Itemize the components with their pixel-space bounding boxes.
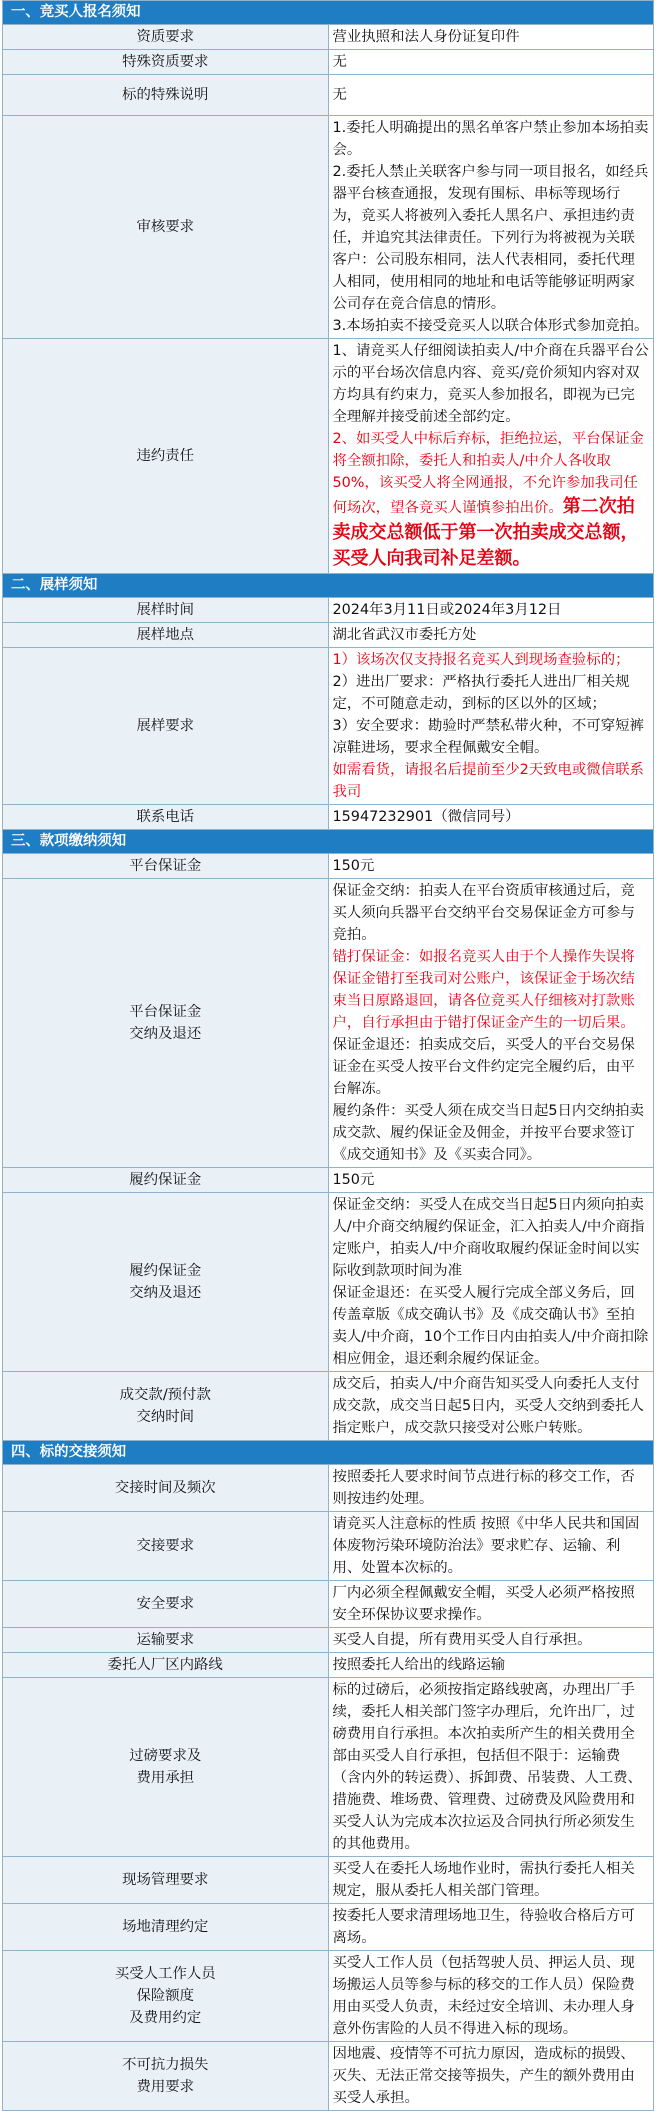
- audit-requirement-value: [328, 116, 654, 339]
- transport-requirement-label: 运输要求: [3, 1628, 329, 1653]
- lot-special-note-label: 标的特殊说明: [3, 75, 329, 116]
- qualification-value: 营业执照和法人身份证复印件: [328, 25, 654, 50]
- audit-line: 3.本场拍卖不接受竞买人以联合体形式参加竞拍。: [332, 318, 649, 334]
- site-management-label: 现场管理要求: [3, 1857, 329, 1904]
- section-header-registration: 一、竞买人报名须知: [3, 1, 654, 25]
- section-header-payment: 三、款项缴纳须知: [3, 830, 654, 854]
- weighing-cost-label-line: 费用承担: [136, 1770, 195, 1786]
- qualification-label: 资质要求: [3, 25, 329, 50]
- performance-deposit-value: 150元: [328, 1168, 654, 1193]
- performance-deposit-label: 履约保证金: [3, 1168, 329, 1193]
- force-majeure-label-line: 费用要求: [136, 2079, 195, 2095]
- viewing-place-value: 湖北省武汉市委托方处: [328, 623, 654, 648]
- payment-time-label-line: 交纳时间: [136, 1409, 195, 1425]
- platform-deposit-refund-label-line: 平台保证金: [129, 1004, 202, 1020]
- breach-shortfall-text: 第二次拍卖成交总额低于第一次拍卖成交总额，买受人向我司补足差额。: [332, 496, 639, 569]
- weighing-cost-value: 标的过磅后，必须按指定路线驶离，办理出厂手续，委托人相关部门签字办理后，允许出厂，过磅费用自行承担。本次拍卖所产生的相关费用全部由买受人自行承担，包括但不限于：运输费（含内外的转运费）、拆卸费、吊装费、人工费、措施费、堆场费、管理费、过磅费及风险费用和买受人认为完成本次拉运及合同执行所必须发生的其他费用。: [328, 1678, 654, 1857]
- section-header-viewing: 二、展样须知: [3, 574, 654, 598]
- force-majeure-value: 因地震、疫情等不可抗力原因，造成标的损毁、灭失、无法正常交接等损失，产生的额外费用由买受人承担。: [328, 2042, 654, 2111]
- site-management-value: 买受人在委托人场地作业时，需执行委托人相关规定，服从委托人相关部门管理。: [328, 1857, 654, 1904]
- contact-phone-value: 15947232901（微信同号）: [328, 805, 654, 830]
- insurance-label: [3, 1951, 329, 2042]
- insurance-label-line: 买受人工作人员: [114, 1966, 216, 1982]
- platform-deposit-refund-label: [3, 879, 329, 1168]
- viewing-req-1: 1）该场次仅支持报名竞买人到现场查验标的；: [332, 652, 630, 668]
- insurance-label-line: 及费用约定: [129, 2010, 202, 2026]
- safety-requirement-value: 厂内必须全程佩戴安全帽，买受人必须严格按照安全环保协议要求操作。: [328, 1581, 654, 1628]
- audit-line: 1.委托人明确提出的黑名单客户禁止参加本场拍卖会。: [332, 120, 649, 158]
- breach-liability-label: 违约责任: [3, 339, 329, 574]
- payment-time-label-line: 成交款/预付款: [119, 1387, 211, 1403]
- handover-time-value: 按照委托人要求时间节点进行标的移交工作，否则按违约处理。: [328, 1465, 654, 1512]
- performance-deposit-refund-value: [328, 1193, 654, 1372]
- lot-special-note-value: 无: [328, 75, 654, 116]
- breach-liability-value: [328, 339, 654, 574]
- plant-route-value: 按照委托人给出的线路运输: [328, 1653, 654, 1678]
- force-majeure-label: [3, 2042, 329, 2111]
- handover-requirement-value: 请竞买人注意标的性质 按照《中华人民共和国固体废物污染环境防治法》要求贮存、运输、利用、处置本次标的。: [328, 1512, 654, 1581]
- contact-phone-label: 联系电话: [3, 805, 329, 830]
- deposit-payment-paragraph: 保证金交纳：拍卖人在平台资质审核通过后，竞买人须向兵器平台交纳平台交易保证金方可参与竞拍。: [332, 883, 635, 943]
- plant-route-label: 委托人厂区内路线: [3, 1653, 329, 1678]
- viewing-time-value: 2024年3月11日或2024年3月12日: [328, 598, 654, 623]
- platform-deposit-refund-value: [328, 879, 654, 1168]
- viewing-req-4: 如需看货，请报名后提前至少2天致电或微信联系我司: [332, 762, 644, 800]
- special-qualification-value: 无: [328, 50, 654, 75]
- viewing-time-label: 展样时间: [3, 598, 329, 623]
- special-qualification-label: 特殊资质要求: [3, 50, 329, 75]
- performance-payment-paragraph: 保证金交纳：买受人在成交当日起5日内须向拍卖人/中介商交纳履约保证金，汇入拍卖人/中介商指定账户，拍卖人/中介商收取履约保证金时间以实际收到款项时间为准: [332, 1197, 645, 1279]
- weighing-cost-label: [3, 1678, 329, 1857]
- platform-deposit-refund-label-line: 交纳及退还: [129, 1026, 202, 1042]
- viewing-req-3: 3）安全要求：勘验时严禁私带火种，不可穿短裤凉鞋进场，要求全程佩戴安全帽。: [332, 718, 644, 756]
- breach-paragraph: 1、请竞买人仔细阅读拍卖人/中介商在兵器平台公示的平台场次信息内容、竞买/竞价须知内容对双方均具有约束力，竞买人参加报名，即视为已完全理解并接受前述全部约定。: [332, 343, 649, 425]
- viewing-requirement-label: 展样要求: [3, 648, 329, 805]
- deposit-refund-paragraph: 保证金退还：拍卖成交后，买受人的平台交易保证金在买受人按平台文件约定完全履约后，由平台解冻。: [332, 1037, 635, 1097]
- platform-deposit-label: 平台保证金: [3, 854, 329, 879]
- site-cleanup-value: 按委托人要求清理场地卫生，待验收合格后方可离场。: [328, 1904, 654, 1951]
- performance-deposit-refund-label: [3, 1193, 329, 1372]
- safety-requirement-label: 安全要求: [3, 1581, 329, 1628]
- section-header-handover: 四、标的交接须知: [3, 1441, 654, 1465]
- viewing-req-2: 2）进出厂要求：严格执行委托人进出厂相关规定，不可随意走动，到标的区以外的区域；: [332, 674, 630, 712]
- notice-table: [2, 0, 654, 2111]
- viewing-requirement-value: [328, 648, 654, 805]
- auction-notice-document: [2, 0, 654, 2111]
- performance-refund-paragraph: 保证金退还：在买受人履行完成全部义务后，回传盖章版《成交确认书》及《成交确认书》至拍卖人/中介商，10个工作日内由拍卖人/中介商扣除相应佣金，退还剩余履约保证金。: [332, 1285, 649, 1367]
- audit-requirement-label: 审核要求: [3, 116, 329, 339]
- performance-refund-label-line: 交纳及退还: [129, 1285, 202, 1301]
- performance-condition-paragraph: 履约条件：买受人须在成交当日起5日内交纳拍卖成交款、履约保证金及佣金，并按平台要求签订《成交通知书》及《买卖合同》。: [332, 1103, 644, 1163]
- wrong-deposit-paragraph: 错打保证金：如报名竞买人由于个人操作失误将保证金错打至我司对公账户，该保证金于场次结束当日原路退回，请各位竞买人仔细核对打款账户，自行承担由于错打保证金产生的一切后果。: [332, 949, 635, 1031]
- handover-requirement-label: 交接要求: [3, 1512, 329, 1581]
- audit-line: 2.委托人禁止关联客户参与同一项目报名，如经兵器平台核查通报，发现有围标、串标等现场行为，竞买人将被列入委托人黑名户、承担违约责任，并追究其法律责任。下列行为将被视为关联客户：公司股东相同，法人代表相同，委托代理人相同，使用相同的地址和电话等能够证明两家公司存在竞合信息的情形。: [332, 164, 649, 312]
- payment-time-label: [3, 1372, 329, 1441]
- force-majeure-label-line: 不可抗力损失: [122, 2057, 209, 2073]
- breach-paragraph-warning: [333, 428, 650, 572]
- site-cleanup-label: 场地清理约定: [3, 1904, 329, 1951]
- weighing-cost-label-line: 过磅要求及: [129, 1748, 202, 1764]
- transport-requirement-value: 买受人自提，所有费用买受人自行承担。: [328, 1628, 654, 1653]
- viewing-place-label: 展样地点: [3, 623, 329, 648]
- handover-time-label: 交接时间及频次: [3, 1465, 329, 1512]
- performance-refund-label-line: 履约保证金: [129, 1263, 202, 1279]
- insurance-value: 买受人工作人员（包括驾驶人员、押运人员、现场搬运人员等参与标的移交的工作人员）保险费用由买受人负责，未经过安全培训、未办理人身意外伤害险的人员不得进入标的现场。: [328, 1951, 654, 2042]
- insurance-label-line: 保险额度: [136, 1988, 195, 2004]
- payment-time-value: 成交后，拍卖人/中介商告知买受人向委托人支付成交款，成交当日起5日内，买受人交纳到委托人指定账户，成交款只接受对公账户转账。: [328, 1372, 654, 1441]
- breach-warning-text: 2、如买受人中标后弃标，拒绝拉运，平台保证金将全额扣除，委托人和拍卖人/中介人各收取50%，该买受人将全网通报，不允许参加我司任何场次，望各竞买人谨慎参拍出价。: [332, 431, 644, 516]
- platform-deposit-value: 150元: [328, 854, 654, 879]
